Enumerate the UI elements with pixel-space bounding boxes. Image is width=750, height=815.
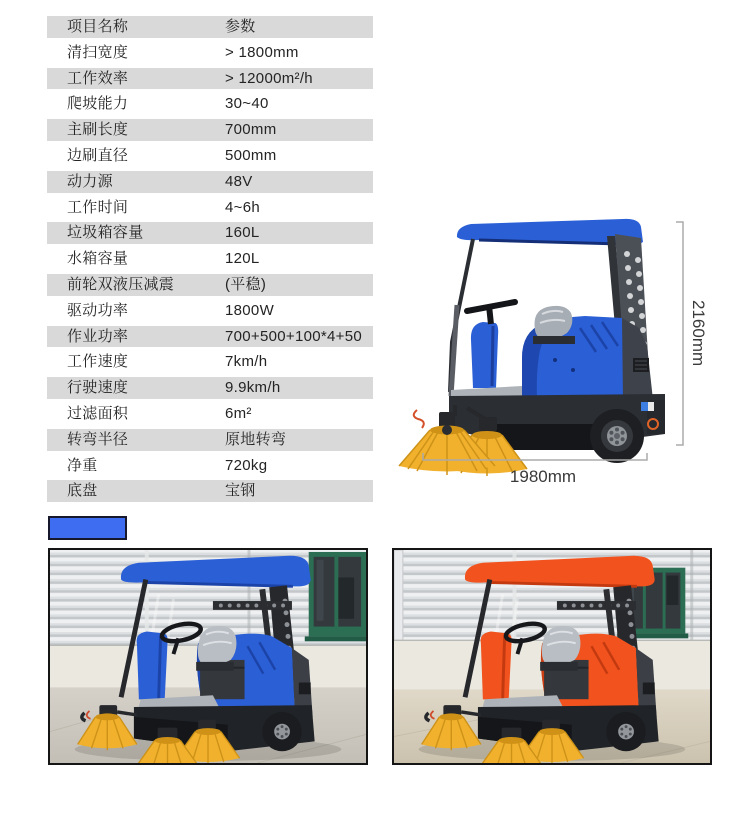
spec-value: 6m² bbox=[225, 404, 252, 422]
color-option-blue[interactable] bbox=[48, 516, 127, 540]
spec-row bbox=[47, 169, 373, 195]
spec-row bbox=[47, 453, 373, 479]
sweeper-side-view-illustration bbox=[395, 210, 715, 505]
rear-engine-cover bbox=[622, 318, 653, 400]
spec-table bbox=[47, 14, 373, 504]
spec-value: 4~6h bbox=[225, 198, 260, 216]
steering-console bbox=[471, 322, 498, 388]
spec-row bbox=[47, 375, 373, 401]
spec-value: (平稳) bbox=[225, 275, 267, 293]
spec-row bbox=[47, 427, 373, 453]
spec-value: 500mm bbox=[225, 146, 277, 164]
photo-blue-sweeper bbox=[48, 548, 368, 765]
spec-value: 700mm bbox=[225, 121, 277, 139]
spec-label: 边刷直径 bbox=[67, 146, 129, 164]
spec-row bbox=[47, 324, 373, 350]
front-console bbox=[481, 631, 512, 702]
spec-row bbox=[47, 349, 373, 375]
front-pillar bbox=[450, 239, 473, 396]
spec-label: 前轮双液压减震 bbox=[67, 275, 175, 293]
spec-row bbox=[47, 478, 373, 504]
spec-row bbox=[47, 117, 373, 143]
spec-value: 120L bbox=[225, 250, 260, 268]
spec-label: 动力源 bbox=[67, 172, 113, 190]
rear-wheel bbox=[590, 409, 644, 463]
spec-value: 宝钢 bbox=[225, 482, 256, 500]
window bbox=[305, 552, 366, 641]
dimension-height-label: 2160mm bbox=[689, 299, 708, 367]
steering-wheel bbox=[467, 302, 515, 324]
spec-row bbox=[47, 220, 373, 246]
front-console bbox=[137, 631, 168, 702]
spec-label: 水箱容量 bbox=[67, 250, 129, 268]
spec-label: 底盘 bbox=[67, 482, 98, 500]
spec-value: 700+500+100*4+50 bbox=[225, 327, 363, 345]
spec-label: 工作效率 bbox=[67, 69, 129, 87]
spec-row bbox=[47, 66, 373, 92]
spec-label: 主刷长度 bbox=[67, 121, 129, 139]
spec-value: 7km/h bbox=[225, 353, 268, 371]
seat bbox=[533, 306, 575, 344]
spec-label: 工作速度 bbox=[67, 353, 129, 371]
orange-sweeper-scene bbox=[394, 550, 710, 763]
spec-value: 48V bbox=[225, 172, 253, 190]
spec-value: 参数 bbox=[225, 18, 256, 35]
dimension-length-label: 1980mm bbox=[509, 467, 577, 486]
photo-orange-sweeper bbox=[392, 548, 712, 765]
spec-value: 720kg bbox=[225, 456, 268, 474]
spec-row bbox=[47, 272, 373, 298]
blue-sweeper-scene bbox=[50, 550, 366, 763]
main-product-image bbox=[395, 210, 715, 505]
spec-row bbox=[47, 401, 373, 427]
spec-row bbox=[47, 14, 373, 40]
spec-label: 清扫宽度 bbox=[67, 43, 129, 61]
spec-label: 作业功率 bbox=[67, 327, 129, 345]
rear-wheel bbox=[606, 712, 646, 751]
spec-label: 爬坡能力 bbox=[67, 95, 129, 113]
spec-label: 过滤面积 bbox=[67, 404, 129, 422]
spec-label: 驱动功率 bbox=[67, 301, 129, 319]
spec-label: 转弯半径 bbox=[67, 430, 129, 448]
spec-row bbox=[47, 40, 373, 66]
spec-label: 净重 bbox=[67, 456, 98, 474]
spec-row bbox=[47, 195, 373, 221]
spec-value: > 12000m²/h bbox=[225, 69, 313, 87]
spec-value: 9.9km/h bbox=[225, 379, 281, 397]
spec-label: 工作时间 bbox=[67, 198, 129, 216]
spec-value: 1800W bbox=[225, 301, 275, 319]
rear-wheel bbox=[262, 712, 302, 751]
spec-value: 原地转弯 bbox=[225, 430, 287, 448]
spec-value: > 1800mm bbox=[225, 43, 299, 61]
spec-row bbox=[47, 91, 373, 117]
spec-value: 160L bbox=[225, 224, 260, 242]
spec-label: 行驶速度 bbox=[67, 379, 129, 397]
spec-row bbox=[47, 298, 373, 324]
spec-label: 项目名称 bbox=[67, 18, 129, 35]
spec-row bbox=[47, 143, 373, 169]
spec-value: 30~40 bbox=[225, 95, 269, 113]
spec-row bbox=[47, 246, 373, 272]
spec-label: 垃圾箱容量 bbox=[67, 224, 144, 242]
